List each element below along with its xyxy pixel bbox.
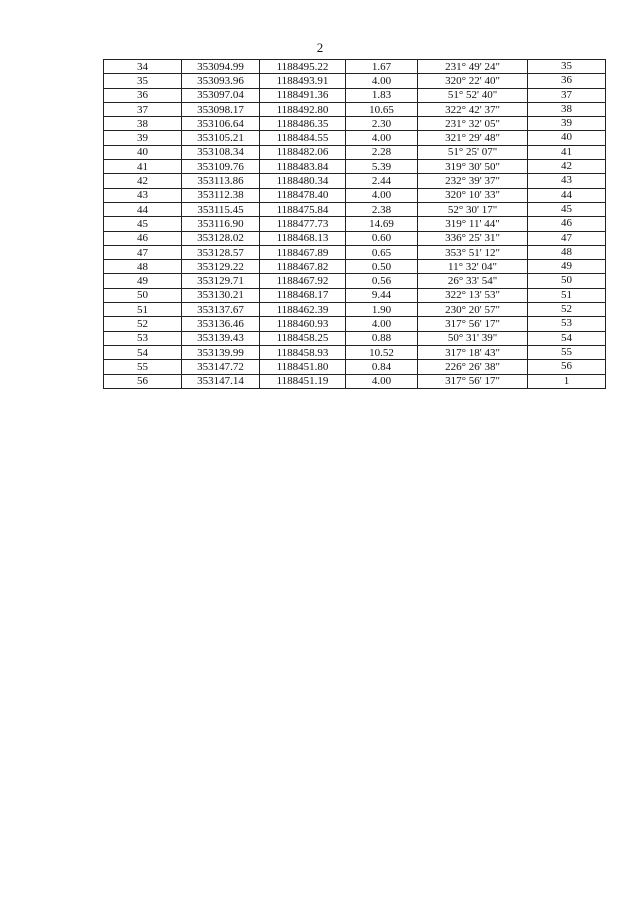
distance-cell: 1.67 [346, 60, 418, 74]
y-coordinate-cell: 1188451.80 [260, 360, 346, 374]
bearing-cell: 51° 25' 07" [418, 145, 528, 159]
distance-cell: 10.65 [346, 102, 418, 116]
next-point-cell: 52 [528, 303, 606, 317]
bearing-cell: 319° 11' 44" [418, 217, 528, 231]
table-row [104, 74, 606, 88]
distance-cell: 4.00 [346, 317, 418, 331]
table-row [104, 231, 606, 245]
table-row [104, 245, 606, 259]
distance-cell: 4.00 [346, 188, 418, 202]
coordinates-table-body [104, 60, 606, 389]
y-coordinate-cell: 1188483.84 [260, 160, 346, 174]
y-coordinate-cell: 1188451.19 [260, 374, 346, 388]
table-row [104, 331, 606, 345]
point-number-cell: 46 [104, 231, 182, 245]
next-point-cell: 55 [528, 345, 606, 359]
x-coordinate-cell: 353113.86 [182, 174, 260, 188]
table-row [104, 317, 606, 331]
point-number-cell: 44 [104, 202, 182, 216]
x-coordinate-cell: 353097.04 [182, 88, 260, 102]
y-coordinate-cell: 1188480.34 [260, 174, 346, 188]
y-coordinate-cell: 1188484.55 [260, 131, 346, 145]
next-point-cell: 43 [528, 174, 606, 188]
next-point-cell: 51 [528, 288, 606, 302]
distance-cell: 0.56 [346, 274, 418, 288]
table-row [104, 160, 606, 174]
bearing-cell: 353° 51' 12" [418, 245, 528, 259]
table-row [104, 117, 606, 131]
y-coordinate-cell: 1188478.40 [260, 188, 346, 202]
y-coordinate-cell: 1188467.89 [260, 245, 346, 259]
point-number-cell: 39 [104, 131, 182, 145]
bearing-cell: 231° 49' 24" [418, 60, 528, 74]
next-point-cell: 37 [528, 88, 606, 102]
distance-cell: 1.83 [346, 88, 418, 102]
table-row [104, 374, 606, 388]
coordinates-table [103, 59, 606, 389]
table-row [104, 131, 606, 145]
x-coordinate-cell: 353105.21 [182, 131, 260, 145]
next-point-cell: 38 [528, 102, 606, 116]
distance-cell: 2.28 [346, 145, 418, 159]
next-point-cell: 42 [528, 160, 606, 174]
point-number-cell: 40 [104, 145, 182, 159]
table-row [104, 274, 606, 288]
point-number-cell: 36 [104, 88, 182, 102]
x-coordinate-cell: 353129.71 [182, 274, 260, 288]
x-coordinate-cell: 353147.72 [182, 360, 260, 374]
next-point-cell: 49 [528, 260, 606, 274]
table-row [104, 345, 606, 359]
next-point-cell: 45 [528, 202, 606, 216]
next-point-cell: 54 [528, 331, 606, 345]
bearing-cell: 226° 26' 38" [418, 360, 528, 374]
point-number-cell: 41 [104, 160, 182, 174]
bearing-cell: 317° 56' 17" [418, 317, 528, 331]
bearing-cell: 231° 32' 05" [418, 117, 528, 131]
distance-cell: 4.00 [346, 74, 418, 88]
x-coordinate-cell: 353139.43 [182, 331, 260, 345]
distance-cell: 2.30 [346, 117, 418, 131]
x-coordinate-cell: 353109.76 [182, 160, 260, 174]
y-coordinate-cell: 1188467.82 [260, 260, 346, 274]
distance-cell: 9.44 [346, 288, 418, 302]
bearing-cell: 232° 39' 37" [418, 174, 528, 188]
x-coordinate-cell: 353147.14 [182, 374, 260, 388]
x-coordinate-cell: 353128.02 [182, 231, 260, 245]
x-coordinate-cell: 353128.57 [182, 245, 260, 259]
x-coordinate-cell: 353093.96 [182, 74, 260, 88]
x-coordinate-cell: 353094.99 [182, 60, 260, 74]
bearing-cell: 11° 32' 04" [418, 260, 528, 274]
next-point-cell: 53 [528, 317, 606, 331]
point-number-cell: 56 [104, 374, 182, 388]
table-row [104, 288, 606, 302]
next-point-cell: 44 [528, 188, 606, 202]
y-coordinate-cell: 1188458.25 [260, 331, 346, 345]
bearing-cell: 321° 29' 48" [418, 131, 528, 145]
point-number-cell: 53 [104, 331, 182, 345]
distance-cell: 10.52 [346, 345, 418, 359]
y-coordinate-cell: 1188462.39 [260, 303, 346, 317]
x-coordinate-cell: 353130.21 [182, 288, 260, 302]
point-number-cell: 52 [104, 317, 182, 331]
point-number-cell: 38 [104, 117, 182, 131]
table-row [104, 303, 606, 317]
bearing-cell: 320° 10' 33" [418, 188, 528, 202]
x-coordinate-cell: 353106.64 [182, 117, 260, 131]
next-point-cell: 1 [528, 374, 606, 388]
distance-cell: 4.00 [346, 131, 418, 145]
distance-cell: 0.65 [346, 245, 418, 259]
y-coordinate-cell: 1188477.73 [260, 217, 346, 231]
bearing-cell: 230° 20' 57" [418, 303, 528, 317]
point-number-cell: 45 [104, 217, 182, 231]
x-coordinate-cell: 353115.45 [182, 202, 260, 216]
y-coordinate-cell: 1188493.91 [260, 74, 346, 88]
bearing-cell: 320° 22' 40" [418, 74, 528, 88]
bearing-cell: 317° 56' 17" [418, 374, 528, 388]
point-number-cell: 54 [104, 345, 182, 359]
y-coordinate-cell: 1188468.13 [260, 231, 346, 245]
x-coordinate-cell: 353116.90 [182, 217, 260, 231]
point-number-cell: 49 [104, 274, 182, 288]
y-coordinate-cell: 1188495.22 [260, 60, 346, 74]
table-row [104, 174, 606, 188]
table-row [104, 202, 606, 216]
bearing-cell: 51° 52' 40" [418, 88, 528, 102]
distance-cell: 1.90 [346, 303, 418, 317]
x-coordinate-cell: 353129.22 [182, 260, 260, 274]
next-point-cell: 46 [528, 217, 606, 231]
distance-cell: 2.38 [346, 202, 418, 216]
distance-cell: 14.69 [346, 217, 418, 231]
next-point-cell: 39 [528, 117, 606, 131]
y-coordinate-cell: 1188482.06 [260, 145, 346, 159]
distance-cell: 0.60 [346, 231, 418, 245]
table-row [104, 102, 606, 116]
bearing-cell: 322° 13' 53" [418, 288, 528, 302]
table-row [104, 145, 606, 159]
x-coordinate-cell: 353112.38 [182, 188, 260, 202]
page-number: 2 [316, 40, 324, 55]
point-number-cell: 35 [104, 74, 182, 88]
bearing-cell: 50° 31' 39" [418, 331, 528, 345]
bearing-cell: 336° 25' 31" [418, 231, 528, 245]
x-coordinate-cell: 353139.99 [182, 345, 260, 359]
table-row [104, 60, 606, 74]
x-coordinate-cell: 353108.34 [182, 145, 260, 159]
x-coordinate-cell: 353098.17 [182, 102, 260, 116]
point-number-cell: 43 [104, 188, 182, 202]
bearing-cell: 317° 18' 43" [418, 345, 528, 359]
table-row [104, 217, 606, 231]
point-number-cell: 48 [104, 260, 182, 274]
distance-cell: 2.44 [346, 174, 418, 188]
x-coordinate-cell: 353137.67 [182, 303, 260, 317]
point-number-cell: 47 [104, 245, 182, 259]
table-row [104, 260, 606, 274]
next-point-cell: 41 [528, 145, 606, 159]
distance-cell: 4.00 [346, 374, 418, 388]
table-row [104, 88, 606, 102]
next-point-cell: 40 [528, 131, 606, 145]
next-point-cell: 50 [528, 274, 606, 288]
next-point-cell: 48 [528, 245, 606, 259]
y-coordinate-cell: 1188475.84 [260, 202, 346, 216]
point-number-cell: 42 [104, 174, 182, 188]
distance-cell: 0.50 [346, 260, 418, 274]
next-point-cell: 36 [528, 74, 606, 88]
next-point-cell: 56 [528, 360, 606, 374]
bearing-cell: 52° 30' 17" [418, 202, 528, 216]
y-coordinate-cell: 1188491.36 [260, 88, 346, 102]
distance-cell: 0.88 [346, 331, 418, 345]
point-number-cell: 37 [104, 102, 182, 116]
bearing-cell: 322° 42' 37" [418, 102, 528, 116]
next-point-cell: 35 [528, 60, 606, 74]
point-number-cell: 50 [104, 288, 182, 302]
y-coordinate-cell: 1188492.80 [260, 102, 346, 116]
point-number-cell: 51 [104, 303, 182, 317]
x-coordinate-cell: 353136.46 [182, 317, 260, 331]
y-coordinate-cell: 1188460.93 [260, 317, 346, 331]
y-coordinate-cell: 1188486.35 [260, 117, 346, 131]
next-point-cell: 47 [528, 231, 606, 245]
distance-cell: 0.84 [346, 360, 418, 374]
bearing-cell: 319° 30' 50" [418, 160, 528, 174]
table-row [104, 188, 606, 202]
table-row [104, 360, 606, 374]
distance-cell: 5.39 [346, 160, 418, 174]
bearing-cell: 26° 33' 54" [418, 274, 528, 288]
point-number-cell: 34 [104, 60, 182, 74]
y-coordinate-cell: 1188468.17 [260, 288, 346, 302]
y-coordinate-cell: 1188467.92 [260, 274, 346, 288]
point-number-cell: 55 [104, 360, 182, 374]
y-coordinate-cell: 1188458.93 [260, 345, 346, 359]
